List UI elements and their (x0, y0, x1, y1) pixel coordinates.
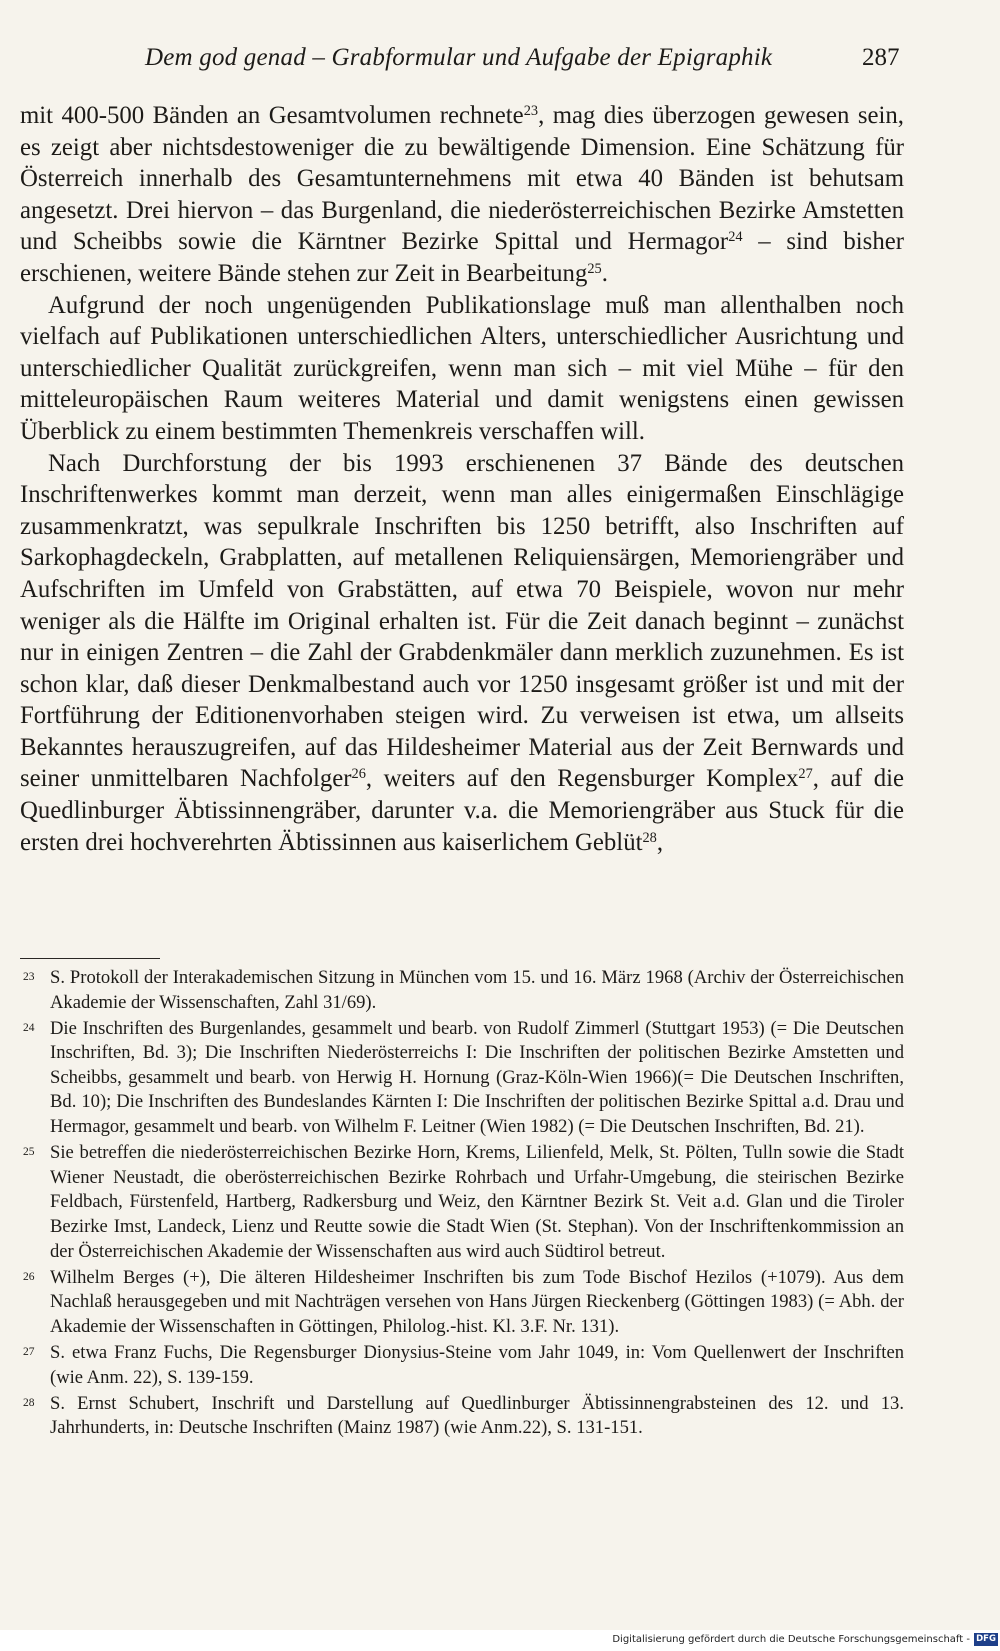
running-head (0, 44, 1000, 84)
footnote-number: 28 (23, 1396, 35, 1409)
footnote-28 (20, 1392, 904, 1441)
digitization-footer (0, 1630, 1000, 1651)
text-run: mit 400-500 Bänden an Gesamtvolumen rechnete (20, 102, 524, 129)
footnote-ref-28[interactable]: 28 (642, 829, 657, 846)
footnote-ref-27[interactable]: 27 (798, 766, 813, 783)
footnote-25 (20, 1141, 904, 1264)
text-run: . (601, 259, 608, 287)
footnote-number: 25 (23, 1146, 35, 1159)
paragraph-2: Aufgrund der noch ungenügenden Publikationslage muß man allenthalben noch vielfach auf Publikationen unterschiedlichen Alters, unterschiedlicher Ausrichtung und unterschiedlicher Qualität zurückgreifen, wenn man sich – mit viel Mühe – für den mitteleuropäischen Raum weiteres Material und damit wenigstens einen gewissen Überblick zu einem bestimmten Themenkreis verschaffen will. (20, 291, 904, 445)
text-run: , auf die Quedlinburger Äbtissinnengräber, darunter v.a. die Memoriengräber aus Stuck für die ersten drei hochverehrten Äbtissinnen aus kaiserlichem Geblüt (20, 765, 904, 856)
paragraph-1 (20, 100, 904, 290)
running-head-title: Dem god genad – Grabformular und Aufgabe der Epigraphik (145, 44, 773, 71)
text-run: Nach Durchforstung der bis 1993 erschienenen 37 Bände des deutschen Inschriftenwerkes kommt man derzeit, wenn man alles einigermaßen Einschlägige zusammenkratzt, was sepulkrale Inschriften bis 1250 betrifft, also Inschriften auf Sarkophagdeckeln, Grabplatten, auf metallenen Reliquiensärgen, Memoriengräber und Aufschriften im Umfeld von Grabstätten, auf etwa 70 Beispiele, wovon nur mehr weniger als die Hälfte im Original erhalten ist. Für die Zeit danach beginnt – zunächst nur in einigen Zentren – die Zahl der Grabdenkmäler dann merklich zuzunehmen. Es ist schon klar, daß dieser Denkmalbestand auch vor 1250 insgesamt größer ist und mit der Fortführung der Editionenvorhaben steigen wird. Zu verweisen ist etwa, um allseits Bekanntes herauszugreifen, auf das Hildesheimer Material aus der Zeit Bernwards und seiner unmittelbaren Nachfolger (20, 449, 904, 793)
footnote-24 (20, 1017, 904, 1140)
footnote-ref-24[interactable]: 24 (728, 229, 743, 246)
footnote-number: 26 (23, 1270, 35, 1283)
footnote-text: Wilhelm Berges (+), Die älteren Hildesheimer Inschriften bis zum Tode Bischof Hezilos (+1079). Aus dem Nachlaß herausgegeben und mit Nachträgen versehen von Hans Jürgen Rieckenberg (Göttingen 1983) (= Abh. der Akademie der Wissenschaften in Göttingen, Philolog.-hist. Kl. 3.F. Nr. 131). (50, 1266, 904, 1337)
text-run: – sind bisher erschienen, weitere Bände stehen zur Zeit in Bearbeitung (20, 228, 904, 287)
text-run: , weiters auf den Regensburger Komplex (365, 765, 799, 793)
main-text (20, 100, 904, 858)
footnote-text: S. Ernst Schubert, Inschrift und Darstellung auf Quedlinburger Äbtissinnengrabsteinen des 12. und 13. Jahrhunderts, in: Deutsche Inschriften (Mainz 1987) (wie Anm.22), S. 131-151. (50, 1392, 904, 1439)
paragraph-3 (20, 448, 904, 859)
footnote-number: 27 (23, 1345, 35, 1358)
footnote-text: Die Inschriften des Burgenlandes, gesammelt und bearb. von Rudolf Zimmerl (Stuttgart 1953) (= Die Deutschen Inschriften, Bd. 3); Die Inschriften Niederösterreichs I: Die Inschriften der politischen Bezirke Amstetten und Scheibbs, gesammelt und bearb. von Herwig H. Hornung (Graz-Köln-Wien 1966)(= Die Deutschen Inschriften, Bd. 10); Die Inschriften des Bundeslandes Kärnten I: Die Inschriften der politischen Bezirke Spittal a.d. Drau und Hermagor, gesammelt und bearb. von Wilhelm F. Leitner (Wien 1982) (= Die Deutschen Inschriften, Bd. 21). (50, 1017, 904, 1138)
dfg-logo-icon[interactable]: DFG (974, 1633, 998, 1646)
footnote-text: Sie betreffen die niederösterreichischen Bezirke Horn, Krems, Lilienfeld, Melk, St. Pölten, Tulln sowie die Stadt Wiener Neustadt, die oberösterreichischen Bezirke Rohrbach und Urfahr-Umgebung, die steirischen Bezirke Feldbach, Fürstenfeld, Hartberg, Radkersburg und Weiz, den Kärntner Bezirk St. Veit a.d. Glan und die Tiroler Bezirke Imst, Landeck, Lienz und Reutte sowie die Stadt Wien (St. Stephan). Von der Inschriftenkommission an der Österreichischen Akademie der Wissenschaften aus wird auch Südtirol betreut. (50, 1142, 904, 1262)
footnote-ref-25[interactable]: 25 (587, 261, 602, 278)
footnote-divider (20, 958, 160, 959)
footnote-text: S. etwa Franz Fuchs, Die Regensburger Dionysius-Steine vom Jahr 1049, in: Vom Quellenwert der Inschriften (wie Anm. 22), S. 139-159. (50, 1341, 904, 1388)
page-number: 287 (862, 44, 900, 71)
footnote-number: 24 (23, 1021, 35, 1034)
footnote-ref-23[interactable]: 23 (523, 103, 539, 120)
footnotes (20, 966, 904, 1442)
footnote-number: 23 (23, 971, 35, 983)
text-run: , (656, 828, 664, 856)
footnote-ref-26[interactable]: 26 (351, 766, 366, 783)
funding-notice: Digitalisierung gefördert durch die Deutsche Forschungsgemeinschaft - (612, 1634, 970, 1645)
footnote-27 (20, 1341, 904, 1390)
text-run: , mag dies überzogen gewesen sein, es zeigt aber nichtsdestoweniger die zu bewältigende Dimension. Eine Schätzung für Österreich innerhalb des Gesamtunternehmens mit etwa 40 Bänden ist behutsam angesetzt. Drei hiervon – das Burgenland, die niederösterreichischen Bezirke Amstetten und Scheibbs sowie die Kärntner Bezirke Spittal und Hermagor (20, 102, 904, 256)
footnote-text: S. Protokoll der Interakademischen Sitzung in München vom 15. und 16. März 1968 (Archiv der Österreichischen Akademie der Wissenschaften, Zahl 31/69). (50, 967, 904, 1013)
footnote-23 (20, 966, 904, 1015)
footnote-26 (20, 1266, 904, 1340)
